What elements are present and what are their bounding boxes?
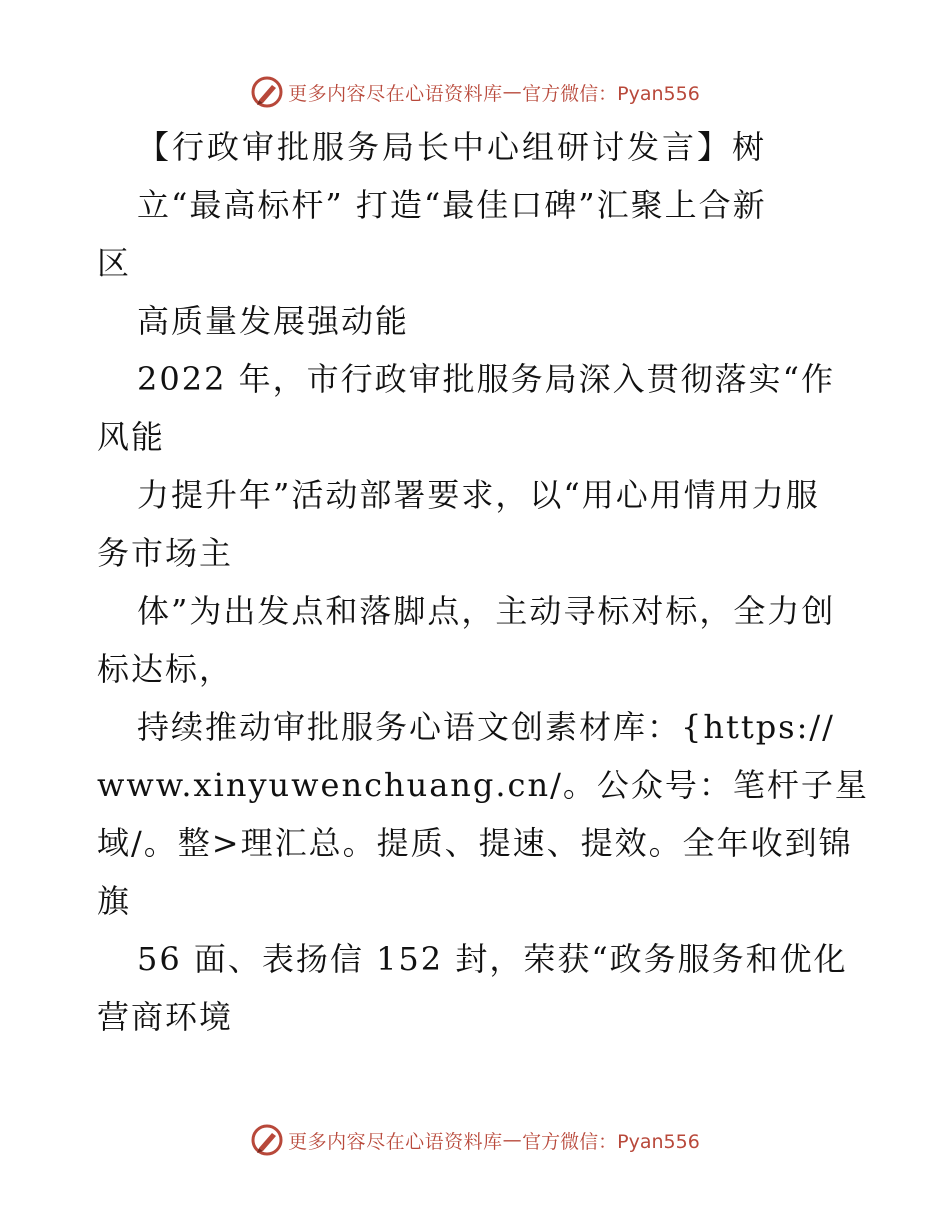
doc-line: 【行政审批服务局长中心组研讨发言】树 (137, 128, 768, 166)
banner-dash: — (502, 1129, 523, 1151)
doc-line: 立“最高标杆” 打造“最佳口碑”汇聚上合新 (137, 186, 767, 224)
doc-line: 力提升年”活动部署要求，以“用心用情用力服 (137, 476, 820, 514)
doc-line: 体”为出发点和落脚点，主动寻标对标，全力创 (137, 592, 836, 630)
doc-line: 旗 (97, 882, 132, 920)
header-banner (0, 72, 950, 112)
doc-line: 高质量发展强动能 (137, 302, 410, 340)
banner-text: 更多内容尽在心语资料库 (288, 1130, 503, 1153)
banner-wechat: 官方微信：Pyan556 (522, 82, 700, 105)
banner-text: 更多内容尽在心语资料库 (288, 82, 503, 105)
doc-line: 风能 (97, 418, 166, 456)
footer-banner (0, 1120, 950, 1160)
doc-line: 56 面、表扬信 152 封，荣获“政务服务和优化 (137, 940, 848, 978)
document-body (97, 118, 869, 1046)
doc-line: 2022 年，市行政审批服务局深入贯彻落实“作 (137, 360, 835, 398)
banner-wechat: 官方微信：Pyan556 (522, 1130, 700, 1153)
doc-line: www.xinyuwenchuang.cn/。公众号：笔杆子星 (97, 766, 869, 804)
doc-line: 营商环境 (97, 998, 234, 1036)
doc-line: 域/。整>理汇总。提质、提速、提效。全年收到锦 (97, 824, 853, 862)
doc-line: 标达标， (97, 650, 234, 688)
doc-line: 务市场主 (97, 534, 234, 572)
doc-line: 区 (97, 244, 132, 282)
pen-logo-icon (250, 75, 284, 109)
pen-logo-icon (250, 1123, 284, 1157)
banner-dash: — (502, 81, 523, 103)
doc-line: 持续推动审批服务心语文创素材库：{https:// (137, 708, 835, 746)
